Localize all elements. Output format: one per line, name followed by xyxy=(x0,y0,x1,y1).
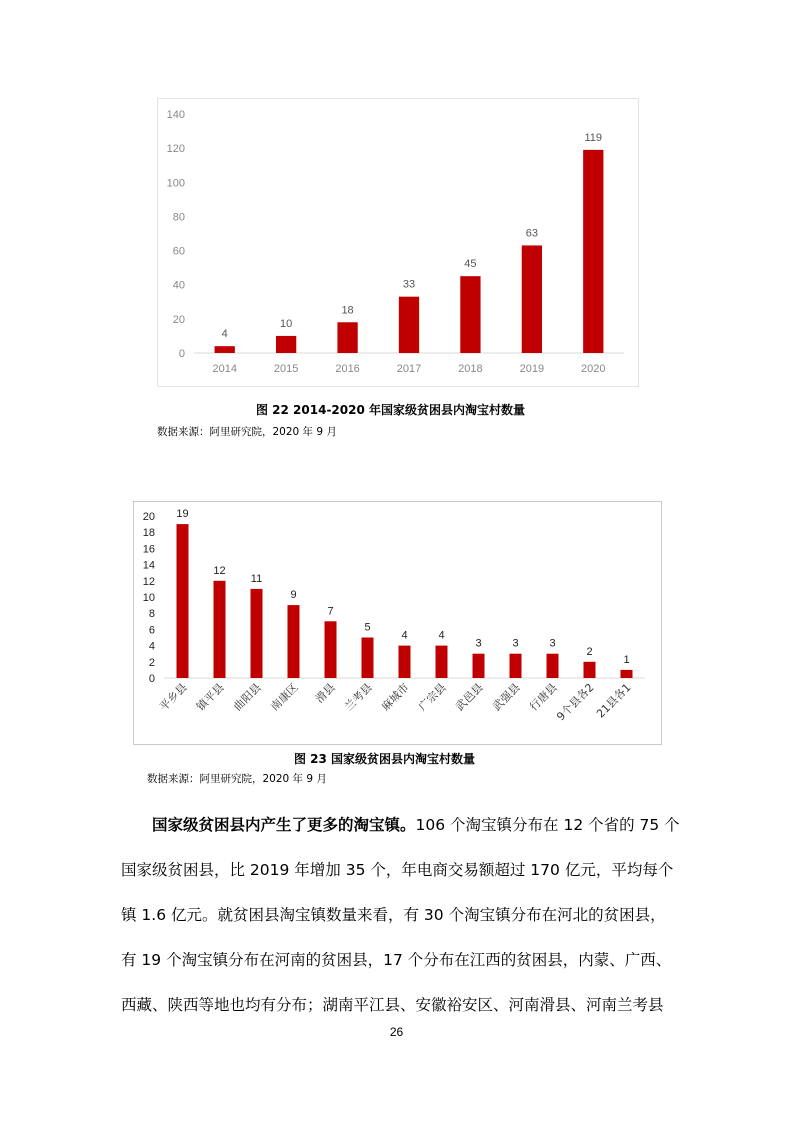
x-tick-label-2015: 2015 xyxy=(273,363,299,375)
data-label-行唐县: 3 xyxy=(549,637,556,650)
data-label-南康区: 9 xyxy=(290,589,297,602)
x-tick-label-9个县各2: 9个县各2 xyxy=(554,680,597,724)
x-tick-label-平乡县: 平乡县 xyxy=(157,680,190,714)
y-tick-label-0: 0 xyxy=(148,673,155,685)
chart-taobao-villages-by-year xyxy=(157,98,639,387)
y-tick-label-2: 40 xyxy=(172,279,185,292)
y-tick-label-3: 6 xyxy=(148,624,155,637)
x-tick-label-2019: 2019 xyxy=(519,363,545,375)
y-tick-label-1: 20 xyxy=(172,313,185,326)
paragraph-bold-lead: 国家级贫困县内产生了更多的淘宝镇。 xyxy=(152,816,416,834)
bar-2018 xyxy=(460,276,480,353)
y-tick-label-5: 10 xyxy=(142,592,155,604)
y-tick-label-1: 2 xyxy=(148,656,155,669)
x-tick-label-武邑县: 武邑县 xyxy=(453,680,486,714)
x-tick-label-兰考县: 兰考县 xyxy=(342,680,375,714)
bar-南康区 xyxy=(288,605,300,678)
x-tick-label-2017: 2017 xyxy=(396,363,422,375)
paragraph-line-2: 国家级贫困县，比 2019 年增加 35 个，年电商交易额超过 170 亿元，平均每个 xyxy=(121,861,674,879)
x-tick-label-镇平县: 镇平县 xyxy=(194,680,227,714)
figure-22-caption: 图 22 2014-2020 年国家级贫困县内淘宝村数量 xyxy=(256,403,526,417)
paragraph-line-1-rest: 106 个淘宝镇分布在 12 个省的 75 个 xyxy=(415,816,680,834)
figure-22-source: 数据来源：阿里研究院，2020 年 9 月 xyxy=(157,426,337,438)
data-label-麻城市: 4 xyxy=(401,629,408,642)
y-tick-label-6: 120 xyxy=(166,143,185,156)
paragraph-line-5: 西藏、陕西等地也均有分布；湖南平江县、安徽裕安区、河南滑县、河南兰考县 xyxy=(121,996,664,1014)
x-tick-label-2016: 2016 xyxy=(335,363,360,375)
bar-chart-1 xyxy=(158,99,638,386)
data-label-2020: 119 xyxy=(584,131,603,144)
y-tick-label-0: 0 xyxy=(178,348,185,360)
data-label-武邑县: 3 xyxy=(475,637,482,650)
bar-兰考县 xyxy=(362,638,374,679)
x-tick-label-广宗县: 广宗县 xyxy=(416,680,449,714)
paragraph-line-4: 有 19 个淘宝镇分布在河南的贫困县，17 个分布在江西的贫困县，内蒙、广西、 xyxy=(121,951,672,969)
y-tick-label-7: 140 xyxy=(166,109,185,121)
data-label-2017: 33 xyxy=(402,278,416,291)
data-label-滑县: 7 xyxy=(327,605,334,618)
data-label-广宗县: 4 xyxy=(438,629,445,642)
data-label-镇平县: 12 xyxy=(213,564,226,577)
bar-平乡县 xyxy=(177,524,189,678)
y-tick-label-3: 60 xyxy=(172,245,185,258)
figure-23-caption: 图 23 国家级贫困县内淘宝村数量 xyxy=(294,752,476,766)
y-tick-label-4: 80 xyxy=(172,211,185,224)
chart-taobao-villages-by-county xyxy=(133,501,662,745)
bar-2015 xyxy=(276,336,296,353)
figure-23-source: 数据来源：阿里研究院，2020 年 9 月 xyxy=(147,773,327,785)
y-tick-label-10: 20 xyxy=(142,511,155,523)
bar-滑县 xyxy=(325,621,337,678)
y-tick-label-7: 14 xyxy=(142,559,155,572)
bar-2017 xyxy=(399,297,419,353)
x-tick-label-2014: 2014 xyxy=(212,363,237,375)
bar-麻城市 xyxy=(399,646,411,678)
data-label-21县各1: 1 xyxy=(623,653,630,666)
data-label-武强县: 3 xyxy=(512,637,519,650)
bar-21县各1 xyxy=(621,670,633,678)
x-tick-label-2018: 2018 xyxy=(458,363,483,375)
body-paragraph xyxy=(121,809,681,1021)
x-tick-label-麻城市: 麻城市 xyxy=(379,680,412,714)
bar-武强县 xyxy=(510,654,522,678)
x-tick-label-21县各1: 21县各1 xyxy=(594,680,634,721)
bar-曲阳县 xyxy=(251,589,263,678)
x-tick-label-滑县: 滑县 xyxy=(312,680,338,706)
y-tick-label-6: 12 xyxy=(142,575,155,588)
x-tick-label-2020: 2020 xyxy=(581,363,606,375)
x-tick-label-南康区: 南康区 xyxy=(268,680,301,714)
bar-2014 xyxy=(215,346,235,353)
bar-广宗县 xyxy=(436,646,448,678)
x-tick-label-行唐县: 行唐县 xyxy=(527,680,560,714)
data-label-9个县各2: 2 xyxy=(586,645,593,658)
data-label-2019: 63 xyxy=(525,227,538,240)
paragraph-line-3: 镇 1.6 亿元。就贫困县淘宝镇数量来看，有 30 个淘宝镇分布在河北的贫困县， xyxy=(121,906,666,924)
bar-行唐县 xyxy=(547,654,559,678)
data-label-2015: 10 xyxy=(280,317,293,330)
data-label-2016: 18 xyxy=(341,304,354,317)
y-tick-label-8: 16 xyxy=(142,543,155,556)
y-tick-label-2: 4 xyxy=(148,640,155,653)
x-tick-label-曲阳县: 曲阳县 xyxy=(231,680,264,714)
bar-9个县各2 xyxy=(584,662,596,678)
data-label-平乡县: 19 xyxy=(176,508,189,521)
data-label-2014: 4 xyxy=(221,328,228,341)
y-tick-label-4: 8 xyxy=(148,608,155,621)
data-label-兰考县: 5 xyxy=(364,621,371,634)
x-tick-label-武强县: 武强县 xyxy=(490,680,523,714)
y-tick-label-5: 100 xyxy=(166,177,185,190)
bar-2019 xyxy=(522,245,542,353)
bar-镇平县 xyxy=(214,581,226,678)
bar-chart-2 xyxy=(134,502,661,744)
bar-武邑县 xyxy=(473,654,485,678)
paragraph-line-1 xyxy=(121,809,681,841)
bar-2020 xyxy=(583,150,603,353)
y-tick-label-9: 18 xyxy=(142,527,155,540)
data-label-2018: 45 xyxy=(464,258,477,271)
data-label-曲阳县: 11 xyxy=(250,572,263,585)
bar-2016 xyxy=(337,322,357,353)
page-number: 26 xyxy=(389,1025,404,1039)
